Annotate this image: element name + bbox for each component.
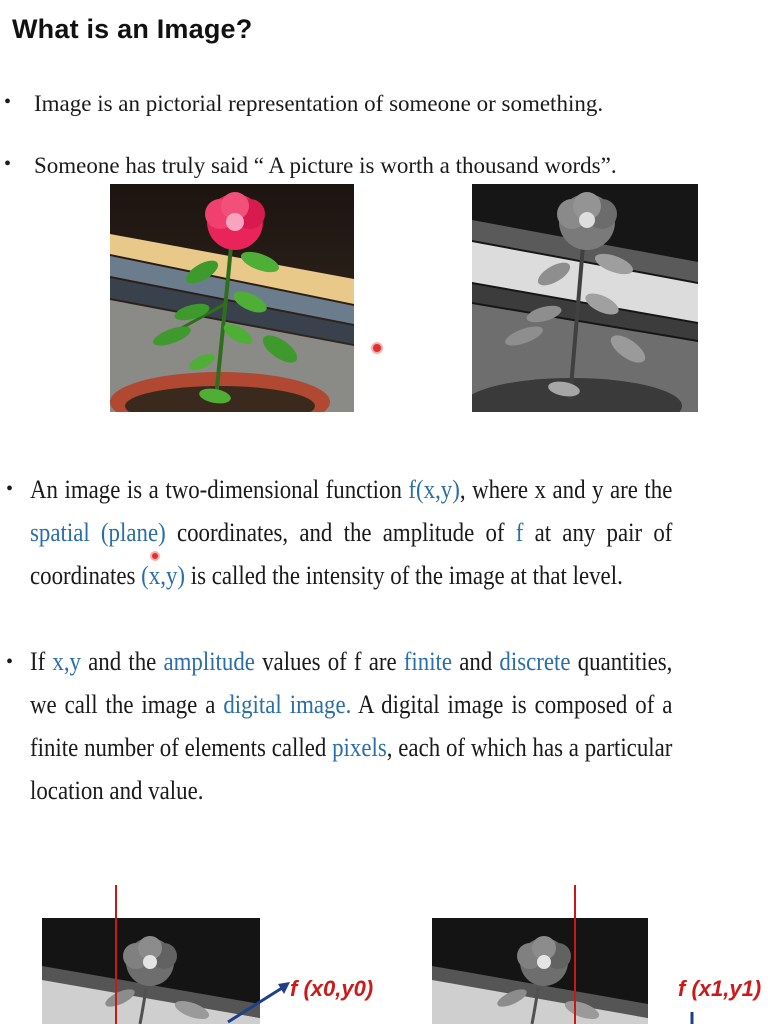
paragraph-image-function [30,468,672,597]
paragraph-text: values of f are [254,647,404,676]
grayscale-rose-photo [432,918,648,1024]
bullet-text: Someone has truly said “ A picture is worth a thousand words”. [34,153,617,178]
paragraph-text: at any pair of coordinates [30,518,673,590]
grayscale-rose-illustration [472,184,698,412]
bullet-dot-icon: • [4,91,12,113]
highlight-digital-image: digital image. [223,690,352,719]
highlight-amplitude: amplitude [163,647,255,676]
probe-line [574,885,576,1024]
probe-line [115,885,117,1024]
arrow-icon [226,980,296,1024]
highlight-xy: (x,y) [141,561,186,590]
bullet-dot-icon: • [6,651,14,673]
function-label-f0: f (x0,y0) [290,976,374,1001]
highlight-fxy: f(x,y) [408,475,460,504]
highlight-f: f [515,518,524,547]
highlight-finite: finite [403,647,453,676]
highlight-discrete: discrete [499,647,571,676]
paragraph-text: coordinates, and the amplitude of [165,518,516,547]
color-rose-photo [110,184,354,412]
bullet-dot-icon: • [4,153,12,175]
highlight-xy: x,y [52,647,81,676]
bullet-dot-icon: • [6,478,14,500]
color-rose-illustration [110,184,354,412]
paragraph-text: If [30,647,53,676]
paragraph-text: quantities, we call the image a [30,647,673,719]
arrow-icon [684,1010,700,1024]
bullet-text: Image is an pictorial representation of someone or something. [34,91,604,116]
paragraph-text: and the [80,647,164,676]
paragraph-text: , where x and y are the [459,475,673,504]
paragraph-text: A digital image is composed of a finite number of elements called [30,690,673,762]
highlight-pixels: pixels [332,733,387,762]
paragraph-text: and [452,647,500,676]
pointer-dot [371,342,383,354]
paragraph-text: An image is a two-dimensional function [30,475,409,504]
highlight-spatial: spatial (plane) [30,518,166,547]
grayscale-rose-photo [472,184,698,412]
paragraph-text: , each of which has a particular location and value. [30,733,673,805]
pointer-dot [150,551,160,561]
paragraph-text: is called the intensity of the image at that level. [185,561,623,590]
function-label-f1: f (x1,y1) [678,976,762,1001]
page-title: What is an Image? [12,14,253,44]
paragraph-digital-image [30,640,672,812]
grayscale-rose-illustration [432,918,648,1024]
